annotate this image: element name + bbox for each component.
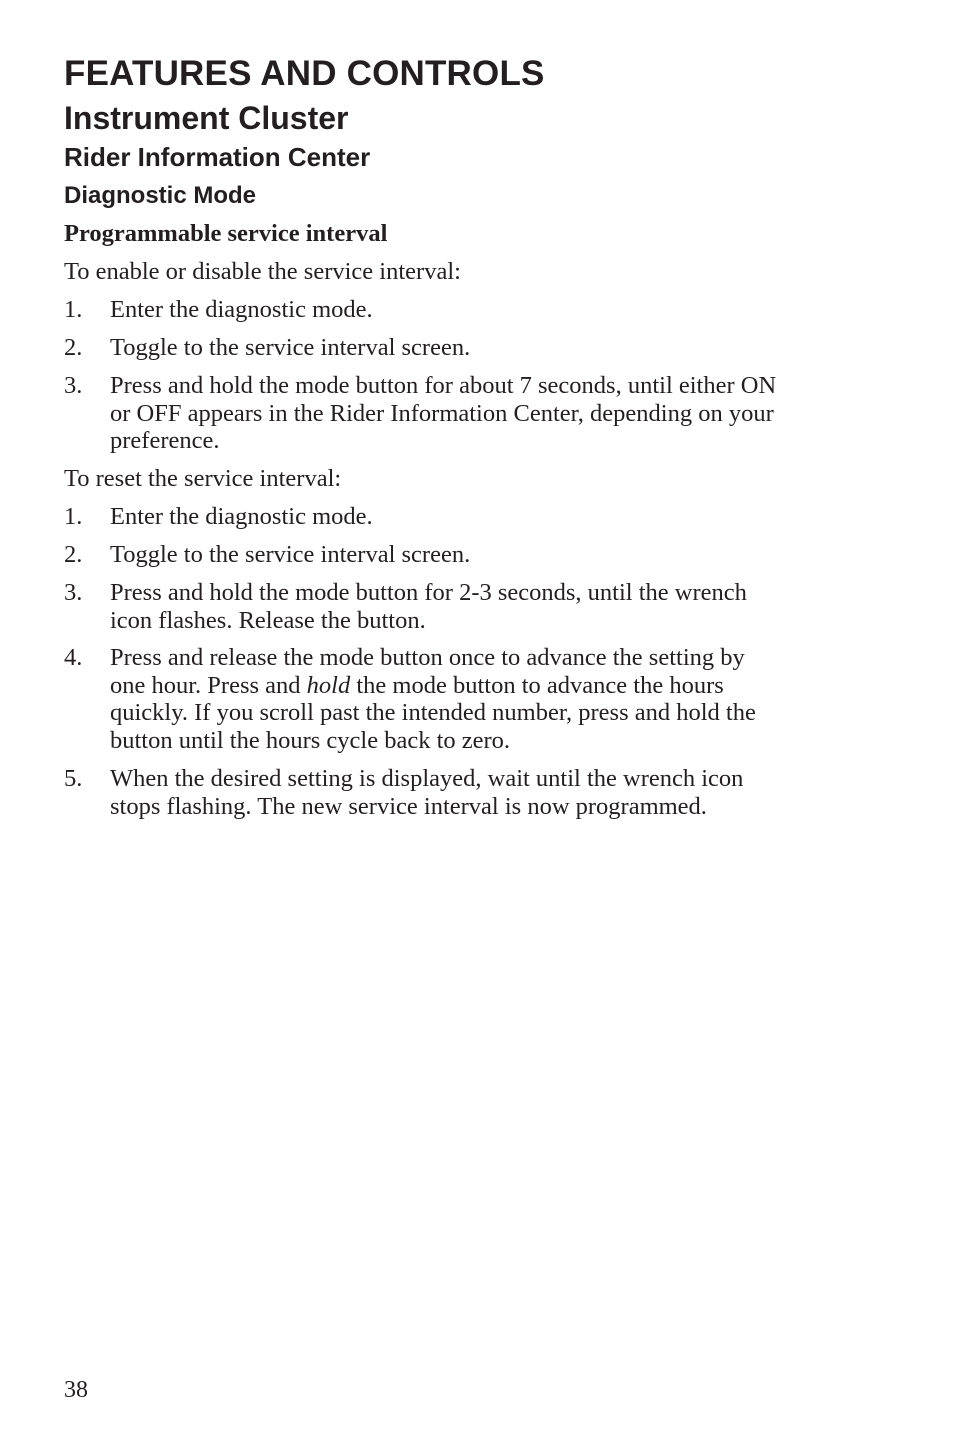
list-text: button until the hours cycle back to zero. [110,726,511,754]
procedure-title: Programmable service interval [64,220,388,247]
list-text: preference. [110,427,220,454]
section-title: FEATURES AND CONTROLS [64,54,545,93]
list-text-part: one hour. Press and [110,671,307,699]
list-number: 1. [64,503,83,530]
list-number: 3. [64,372,83,399]
list-text: Press and hold the mode button for about 7 seconds, until either ON [110,372,777,399]
list-text-line [110,672,890,700]
mode-title: Diagnostic Mode [64,182,257,209]
list-number: 5. [64,765,83,792]
page-number: 38 [64,1377,88,1403]
topic-title: Rider Information Center [64,142,371,172]
list-number: 1. [64,296,83,323]
list-number: 2. [64,334,83,361]
list-text: icon flashes. Release the button. [110,606,426,634]
list-text: Enter the diagnostic mode. [110,503,373,530]
list-text-part: the mode button to advance the hours [350,671,724,699]
list-text: Toggle to the service interval screen. [110,334,471,361]
list-text: Press and hold the mode button for 2-3 seconds, until the wrench [110,579,747,606]
list-text: When the desired setting is displayed, wait until the wrench icon [110,765,744,792]
list-number: 4. [64,644,83,671]
list-number: 3. [64,579,83,606]
list-text: stops flashing. The new service interval is now programmed. [110,792,707,820]
list-text: Press and release the mode button once to advance the setting by [110,644,745,671]
list-text: Enter the diagnostic mode. [110,296,373,323]
list-text: Toggle to the service interval screen. [110,541,471,568]
list-text: or OFF appears in the Rider Information Center, depending on your [110,399,774,427]
subsection-title: Instrument Cluster [64,100,349,136]
list-text: quickly. If you scroll past the intended number, press and hold the [110,699,756,726]
emphasis-hold: hold [306,671,351,699]
enable-intro: To enable or disable the service interval: [64,258,461,285]
reset-intro: To reset the service interval: [64,465,342,492]
list-number: 2. [64,541,83,568]
